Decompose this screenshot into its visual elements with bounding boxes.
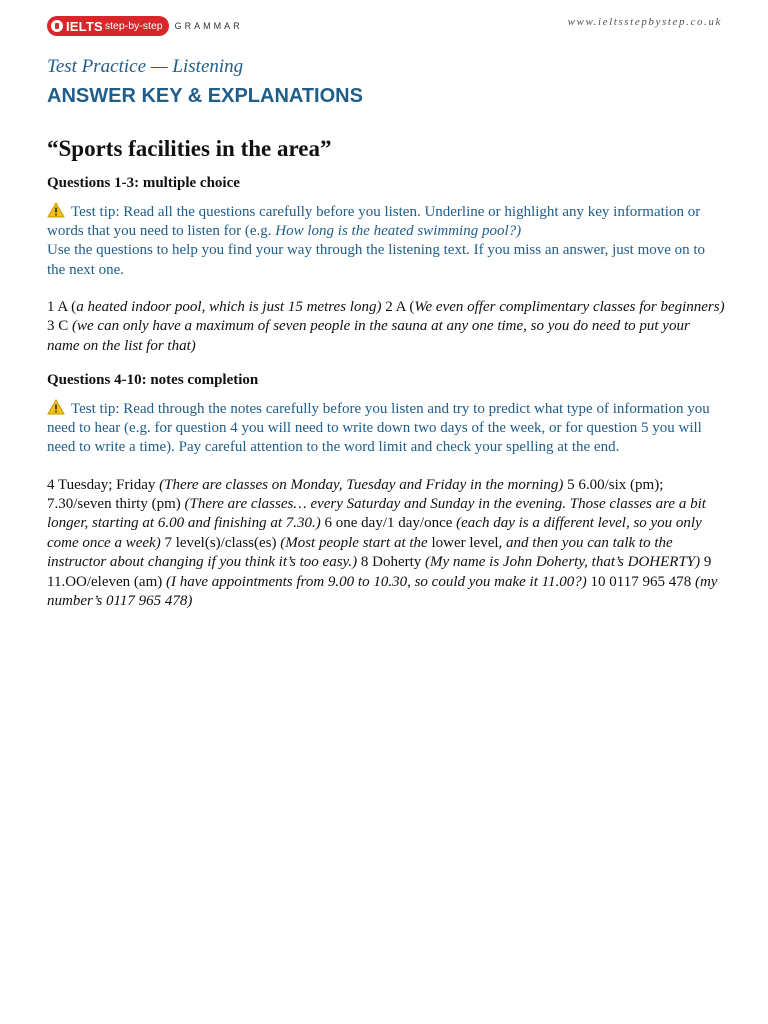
answer-label: 4 Tuesday; Friday <box>47 476 160 493</box>
page-subtitle: Test Practice — Listening <box>47 56 244 77</box>
answers-4-10 <box>47 476 725 612</box>
answer-label: 10 0117 965 478 <box>586 573 695 590</box>
answer-label: 8 Doherty <box>357 554 426 571</box>
warning-icon <box>47 399 65 415</box>
warning-icon <box>47 202 65 218</box>
answer-explanation: (we can only have a maximum of seven people in the sauna at any one time, so you do need to put your name on the list for that) <box>47 318 690 354</box>
answer-label: 9 11.OO/eleven (am) <box>47 554 712 590</box>
tip-text-1b: Use the questions to help you find your way through the listening text. If you miss an answer, just move on to the next one. <box>47 242 706 278</box>
logo-text: IELTS <box>66 18 103 34</box>
answer-label: 6 one day/1 day/once <box>320 515 457 532</box>
answer-label: 2 A ( <box>381 298 415 315</box>
answer-label: lower level <box>431 534 499 551</box>
site-url: www.ieltsstepbystep.co.uk <box>567 16 722 28</box>
document-title: “Sports facilities in the area” <box>47 136 332 161</box>
tip-example-1: How long is the heated swimming pool?) <box>275 223 522 240</box>
ielts-logo <box>47 16 243 36</box>
document-body <box>47 55 725 611</box>
answer-explanation: (I have appointments from 9.00 to 10.30, so could you make it 11.00?) <box>165 573 587 590</box>
answer-label: 1 A ( <box>47 298 77 315</box>
test-tip-2 <box>47 399 725 458</box>
answer-label: 3 C <box>47 318 73 335</box>
answer-explanation: (There are classes… every Saturday and Sunday in the evening. Those classes are a bit longer, starting at 6.00 and finishing at 7.30.) <box>47 496 706 532</box>
answer-explanation: (Most people start at the <box>280 534 432 551</box>
answers-1-3 <box>47 298 725 356</box>
test-tip-1 <box>47 202 725 280</box>
page-header <box>47 14 722 40</box>
answer-explanation: a heated indoor pool, which is just 15 metres long) <box>76 298 382 315</box>
section-heading-4-10: Questions 4-10: notes completion <box>47 372 259 389</box>
answer-explanation: (My name is John Doherty, that’s DOHERTY) <box>425 554 701 571</box>
answer-explanation: We even offer complimentary classes for beginners) <box>414 298 725 315</box>
page-heading: ANSWER KEY & EXPLANATIONS <box>47 85 363 107</box>
answer-explanation: (each day is a different level, so you only come once a week) <box>47 515 702 551</box>
answer-explanation: (my number’s 0117 965 478) <box>47 573 718 610</box>
answer-explanation: (There are classes on Monday, Tuesday and Friday in the morning) <box>159 476 564 493</box>
answer-explanation: , and then you can talk to the instructor about changing if you think it’s too easy.) <box>47 534 673 571</box>
tip-text-1a: Test tip: Read all the questions carefully before you listen. Underline or highlight any key information or words that you need to listen for (e.g. <box>47 204 701 240</box>
logo-badge <box>47 16 169 36</box>
logo-product: GRAMMAR <box>174 21 243 31</box>
answer-label: 7 level(s)/class(es) <box>160 534 281 551</box>
tip-text-2: Test tip: Read through the notes carefully before you listen and try to predict what type of information you need to hear (e.g. for question 4 you will need to write down two days of the week, or for question 5 you will need to write a time). Pay careful attention to the word limit and check your spelling at the end. <box>47 401 710 456</box>
logo-mark-icon <box>51 20 63 32</box>
answer-label: 5 6.00/six (pm); 7.30/seven thirty (pm) <box>47 476 664 513</box>
section-heading-1-3: Questions 1-3: multiple choice <box>47 175 240 191</box>
logo-subtext: step-by-step <box>104 20 163 32</box>
